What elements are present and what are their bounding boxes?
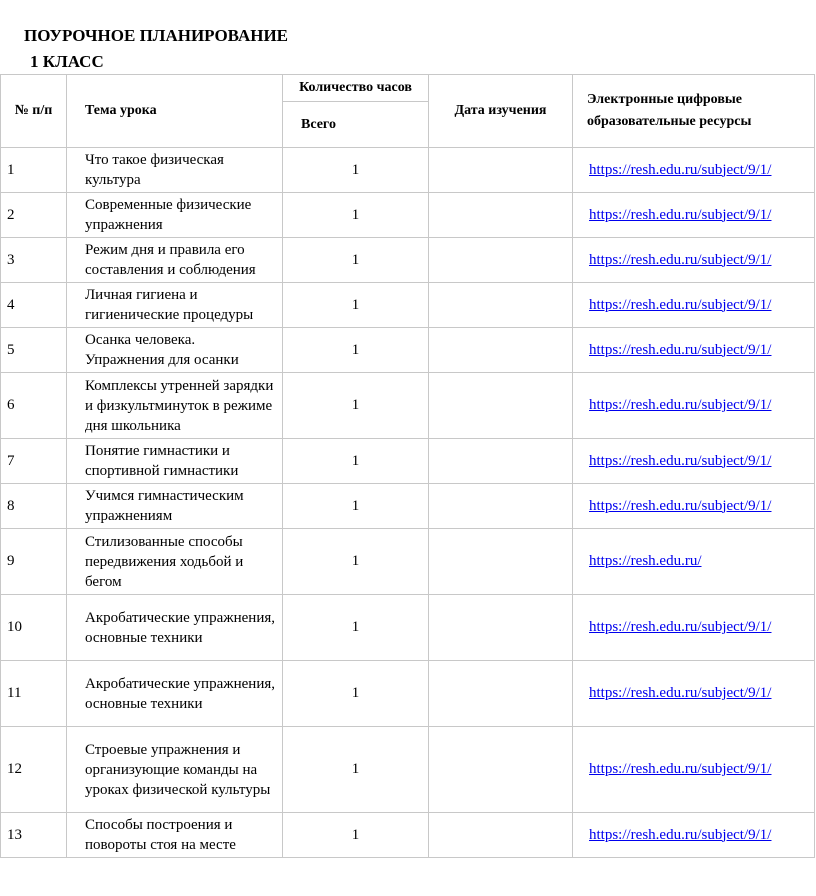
resource-cell: [573, 529, 815, 595]
table-row: [1, 595, 815, 661]
resource-cell: [573, 595, 815, 661]
resource-cell: [573, 373, 815, 439]
row-number: 5: [1, 328, 67, 373]
study-date: [429, 373, 573, 439]
table-row: [1, 439, 815, 484]
hours-total: 1: [283, 148, 429, 193]
lesson-topic: Комплексы утренней зарядки и физкультминуток в режиме дня школьника: [67, 373, 283, 439]
resource-link[interactable]: https://resh.edu.ru/subject/9/1/: [589, 296, 772, 313]
resource-link[interactable]: https://resh.edu.ru/subject/9/1/: [589, 619, 772, 635]
study-date: [429, 328, 573, 373]
lesson-topic: Личная гигиена и гигиенические процедуры: [67, 283, 283, 328]
table-row: [1, 328, 815, 373]
hours-total: 1: [283, 484, 429, 529]
row-number: 3: [1, 238, 67, 283]
table-row: [1, 661, 815, 727]
header-resources: Электронные цифровые образовательные ресурсы: [573, 75, 815, 148]
row-number: 4: [1, 283, 67, 328]
table-row: [1, 484, 815, 529]
lesson-topic: Акробатические упражнения, основные техники: [67, 661, 283, 727]
resource-cell: [573, 283, 815, 328]
row-number: 13: [1, 813, 67, 858]
resource-cell: [573, 193, 815, 238]
study-date: [429, 595, 573, 661]
resource-link[interactable]: https://resh.edu.ru/subject/9/1/: [589, 397, 772, 413]
lesson-plan-table: [0, 74, 815, 858]
study-date: [429, 193, 573, 238]
study-date: [429, 439, 573, 484]
resource-cell: [573, 148, 815, 193]
header-num: № п/п: [1, 75, 67, 148]
resource-cell: [573, 238, 815, 283]
lesson-topic: Современные физические упражнения: [67, 193, 283, 238]
resource-link[interactable]: https://resh.edu.ru/subject/9/1/: [589, 341, 772, 358]
hours-total: 1: [283, 328, 429, 373]
hours-total: 1: [283, 529, 429, 595]
resource-cell: [573, 484, 815, 529]
hours-total: 1: [283, 595, 429, 661]
table-row: [1, 373, 815, 439]
row-number: 10: [1, 595, 67, 661]
table-row: [1, 148, 815, 193]
lesson-topic: Понятие гимнастики и спортивной гимнастики: [67, 439, 283, 484]
resource-link[interactable]: https://resh.edu.ru/subject/9/1/: [589, 251, 772, 268]
table-row: [1, 727, 815, 813]
study-date: [429, 484, 573, 529]
table-row: [1, 238, 815, 283]
hours-total: 1: [283, 439, 429, 484]
resource-link[interactable]: https://resh.edu.ru/subject/9/1/: [589, 497, 772, 514]
lesson-topic: Акробатические упражнения, основные техники: [67, 595, 283, 661]
resource-link[interactable]: https://resh.edu.ru/subject/9/1/: [589, 826, 772, 843]
header-hours-total: Всего: [283, 102, 429, 148]
resource-cell: [573, 813, 815, 858]
hours-total: 1: [283, 193, 429, 238]
study-date: [429, 529, 573, 595]
resource-cell: [573, 661, 815, 727]
table-row: [1, 283, 815, 328]
page-title: ПОУРОЧНОЕ ПЛАНИРОВАНИЕ: [24, 26, 289, 45]
resource-cell: [573, 439, 815, 484]
lesson-topic: Что такое физическая культура: [67, 148, 283, 193]
hours-total: 1: [283, 283, 429, 328]
study-date: [429, 813, 573, 858]
study-date: [429, 148, 573, 193]
row-number: 6: [1, 373, 67, 439]
row-number: 2: [1, 193, 67, 238]
lesson-topic: Учимся гимнастическим упражнениям: [67, 484, 283, 529]
study-date: [429, 283, 573, 328]
lesson-topic: Строевые упражнения и организующие команды на уроках физической культуры: [67, 727, 283, 813]
hours-total: 1: [283, 661, 429, 727]
table-row: [1, 193, 815, 238]
resource-link[interactable]: https://resh.edu.ru/: [589, 553, 702, 569]
hours-total: 1: [283, 238, 429, 283]
header-topic: Тема урока: [67, 75, 283, 148]
study-date: [429, 238, 573, 283]
row-number: 1: [1, 148, 67, 193]
hours-total: 1: [283, 727, 429, 813]
row-number: 12: [1, 727, 67, 813]
hours-total: 1: [283, 813, 429, 858]
lesson-topic: Осанка человека. Упражнения для осанки: [67, 328, 283, 373]
resource-link[interactable]: https://resh.edu.ru/subject/9/1/: [589, 452, 772, 469]
resource-cell: [573, 727, 815, 813]
row-number: 11: [1, 661, 67, 727]
header-date: Дата изучения: [429, 75, 573, 148]
row-number: 8: [1, 484, 67, 529]
table-body: [1, 148, 815, 858]
row-number: 9: [1, 529, 67, 595]
lesson-topic: Способы построения и повороты стоя на месте: [67, 813, 283, 858]
study-date: [429, 661, 573, 727]
study-date: [429, 727, 573, 813]
header-hours: Количество часов: [283, 75, 429, 102]
resource-cell: [573, 328, 815, 373]
resource-link[interactable]: https://resh.edu.ru/subject/9/1/: [589, 685, 772, 701]
lesson-topic: Режим дня и правила его составления и соблюдения: [67, 238, 283, 283]
table-header: [1, 75, 815, 148]
resource-link[interactable]: https://resh.edu.ru/subject/9/1/: [589, 206, 772, 223]
hours-total: 1: [283, 373, 429, 439]
table-row: [1, 529, 815, 595]
grade-subtitle: 1 КЛАСС: [30, 52, 104, 71]
row-number: 7: [1, 439, 67, 484]
resource-link[interactable]: https://resh.edu.ru/subject/9/1/: [589, 161, 772, 178]
lesson-topic: Стилизованные способы передвижения ходьбой и бегом: [67, 529, 283, 595]
resource-link[interactable]: https://resh.edu.ru/subject/9/1/: [589, 761, 772, 777]
table-row: [1, 813, 815, 858]
